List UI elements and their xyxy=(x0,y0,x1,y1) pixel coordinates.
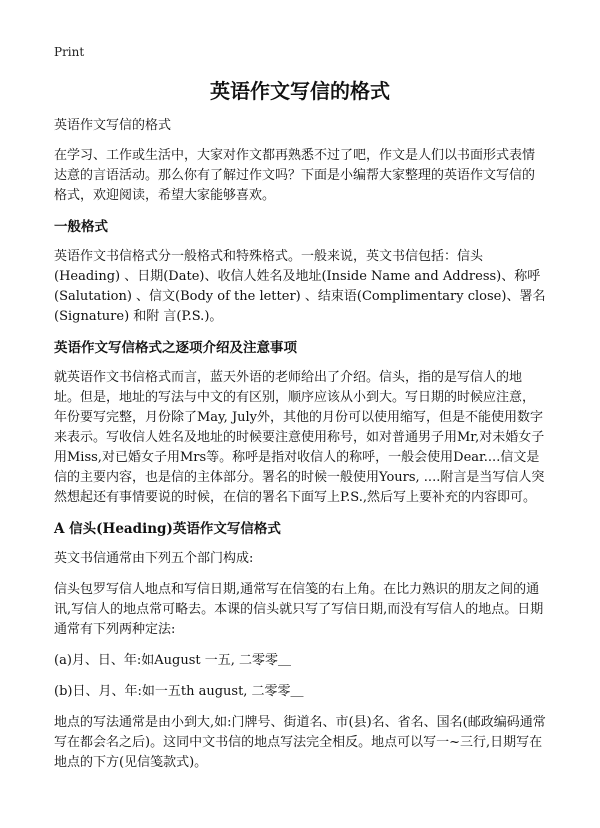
heading-description-paragraph: 信头包罗写信人地点和写信日期,通常写在信笺的右上角。在比力熟识的朋友之间的通讯,写信人的地点常可略去。本课的信头就只写了写信日期,而没有写信人的地点。日期通常有下列两种定法: xyxy=(54,582,544,637)
heading-intro-paragraph: 英文书信通常由下列五个部门构成: xyxy=(54,551,254,566)
address-format-paragraph: 地点的写法通常是由小到大,如:门牌号、街道名、市(县)名、省名、国名(邮政编码通常写在都会名之后)。这同中文书信的地点写法完全相反。地点可以写一~三行,日期写在地点的下方(见信笺款式)。 xyxy=(54,715,546,770)
section-heading-general-format: 一般格式 xyxy=(54,219,108,235)
article-subtitle: 英语作文写信的格式 xyxy=(54,118,172,133)
date-format-b: (b)日、月、年:如一五th august, 二零零＿ xyxy=(54,684,304,699)
section-heading-letter-heading: A 信头(Heading)英语作文写信格式 xyxy=(54,521,281,537)
date-format-a: (a)月、日、年:如August 一五, 二零零＿ xyxy=(54,653,292,668)
section-heading-item-details: 英语作文写信格式之逐项介绍及注意事项 xyxy=(54,340,297,356)
general-format-paragraph: 英语作文书信格式分一般格式和特殊格式。一般来说，英文书信包括：信头(Heading) 、日期(Date)、收信人姓名及地址(Inside Name and Address)、称呼(Salutation) 、信文(Body of the letter) 、结束语(Complimentary close)、署名(Signature) 和附 言(P.S.)。 xyxy=(54,249,546,324)
print-link[interactable]: Print xyxy=(54,45,85,59)
intro-paragraph: 在学习、工作或生活中，大家对作文都再熟悉不过了吧，作文是人们以书面形式表情达意的言语活动。那么你有了解过作文吗？下面是小编帮大家整理的英语作文写信的格式，欢迎阅读，希望大家能够喜欢。 xyxy=(54,148,536,203)
page-title: 英语作文写信的格式 xyxy=(210,79,390,103)
item-details-paragraph: 就英语作文书信格式而言，蓝天外语的老师给出了介绍。信头，指的是写信人的地址。但是，地址的写法与中文的有区别，顺序应该从小到大。写日期的时候应注意，年份要写完整，月份除了May, July外，其他的月份可以使用缩写，但是不能使用数字来表示。写收信人姓名及地址的时候要注意使用称号，如对普通男子用Mr,对未婚女子用Miss,对已婚女子用Mrs等。称呼是指对收信人的称呼，一般会使用Dear....信文是信的主要内容，也是信的主体部分。署名的时候一般使用Yours, ....附言是当写信人突然想起还有事情要说的时候，在信的署名下面写上P.S.,然后写上要补充的内容即可。 xyxy=(54,370,545,505)
